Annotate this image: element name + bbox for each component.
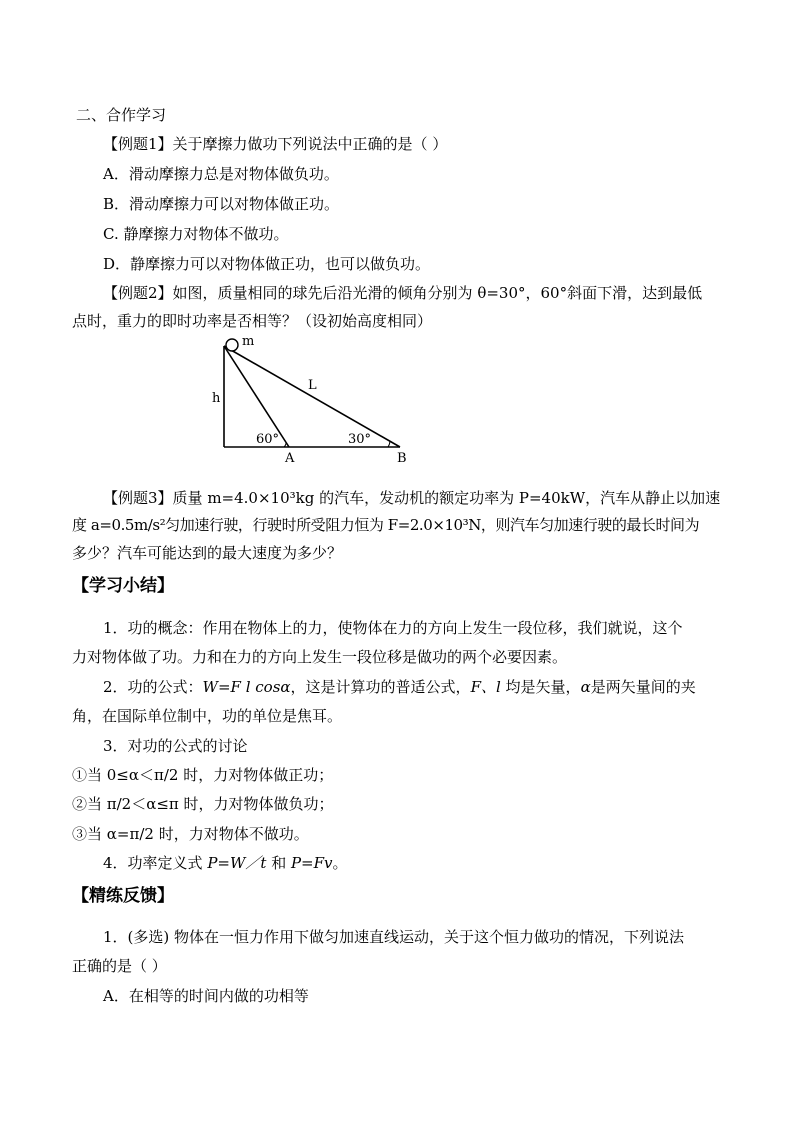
example2-tag: 【例题2】	[103, 284, 173, 302]
feedback-q1-line1: 1．(多选) 物体在一恒力作用下做匀加速直线运动，关于这个恒力做功的情况，下列说法	[103, 928, 685, 946]
example3-line2: 度 a=0.5m/s²匀加速行驶，行驶时所受阻力恒为 F=2.0×10³N，则汽车匀加速行驶的最长时间为	[72, 516, 700, 534]
example3-line3: 多少？汽车可能达到的最大速度为多少？	[72, 544, 343, 562]
point-a-label: A	[285, 451, 295, 466]
summary-case1: ①当 0≤α＜π/2 时，力对物体做正功；	[72, 766, 334, 784]
angle-a-label: 60°	[256, 432, 280, 447]
power-formula-1: P=W／t	[207, 854, 267, 872]
power-formula-2: P=Fv	[290, 854, 333, 872]
feedback-q1-option-a: A．在相等的时间内做的功相等	[103, 987, 309, 1005]
example1-option-a: A．滑动摩擦力总是对物体做负功。	[103, 165, 339, 183]
summary-case3: ③当 α=π/2 时，力对物体不做功。	[72, 825, 309, 843]
example2-text1: 如图，质量相同的球先后沿光滑的倾角分别为 θ=30°，60°斜面下滑，达到最低	[172, 284, 703, 302]
example1-text: 关于摩擦力做功下列说法中正确的是（ ）	[172, 135, 448, 153]
summary-p1-line1: 1．功的概念：作用在物体上的力，使物体在力的方向上发生一段位移，我们就说，这个	[103, 619, 683, 637]
feedback-heading: 【精练反馈】	[72, 886, 174, 906]
section-title: 二、合作学习	[76, 106, 167, 124]
angle-arc-30	[388, 441, 390, 447]
example3-line1	[103, 488, 720, 508]
angle-b-label: 30°	[348, 432, 372, 447]
incline-30	[224, 346, 400, 447]
length-label: L	[308, 378, 317, 393]
work-formula: W=F l cosα	[202, 678, 291, 696]
height-label: h	[212, 391, 221, 406]
summary-p2-line2: 角，在国际单位制中，功的单位是焦耳。	[72, 707, 343, 725]
ball-icon	[226, 339, 238, 351]
summary-p3: 3．对功的公式的讨论	[103, 737, 248, 755]
summary-p1-line2: 力对物体做了功。力和在力的方向上发生一段位移是做功的两个必要因素。	[72, 648, 568, 666]
example1-option-c: C. 静摩擦力对物体不做功。	[103, 225, 289, 243]
summary-heading: 【学习小结】	[72, 576, 174, 596]
example1-tag: 【例题1】	[103, 135, 173, 153]
feedback-q1-line2: 正确的是（ ）	[72, 957, 167, 975]
example2-line1	[103, 283, 702, 303]
example3-tag: 【例题3】	[103, 489, 173, 507]
point-b-label: B	[397, 451, 407, 466]
example1-option-b: B．滑动摩擦力可以对物体做正功。	[103, 195, 340, 213]
example1-question	[103, 134, 447, 154]
example3-text1: 质量 m=4.0×10³kg 的汽车，发动机的额定功率为 P=40kW，汽车从静止以加速	[172, 489, 721, 507]
summary-case2: ②当 π/2＜α≤π 时，力对物体做负功；	[72, 795, 334, 813]
incline-diagram	[212, 336, 412, 466]
example2-line2: 点时，重力的即时功率是否相等？（设初始高度相同）	[72, 312, 433, 330]
summary-p4: 4．功率定义式 P=W／t 和 P=Fv。	[103, 854, 348, 872]
mass-label: m	[242, 336, 255, 349]
summary-p2-line1: 2．功的公式：W=F l cosα，这是计算功的普适公式，F、l 均是矢量，α是两矢量间的夹	[103, 678, 696, 696]
example1-option-d: D．静摩擦力可以对物体做正功，也可以做负功。	[103, 255, 431, 273]
